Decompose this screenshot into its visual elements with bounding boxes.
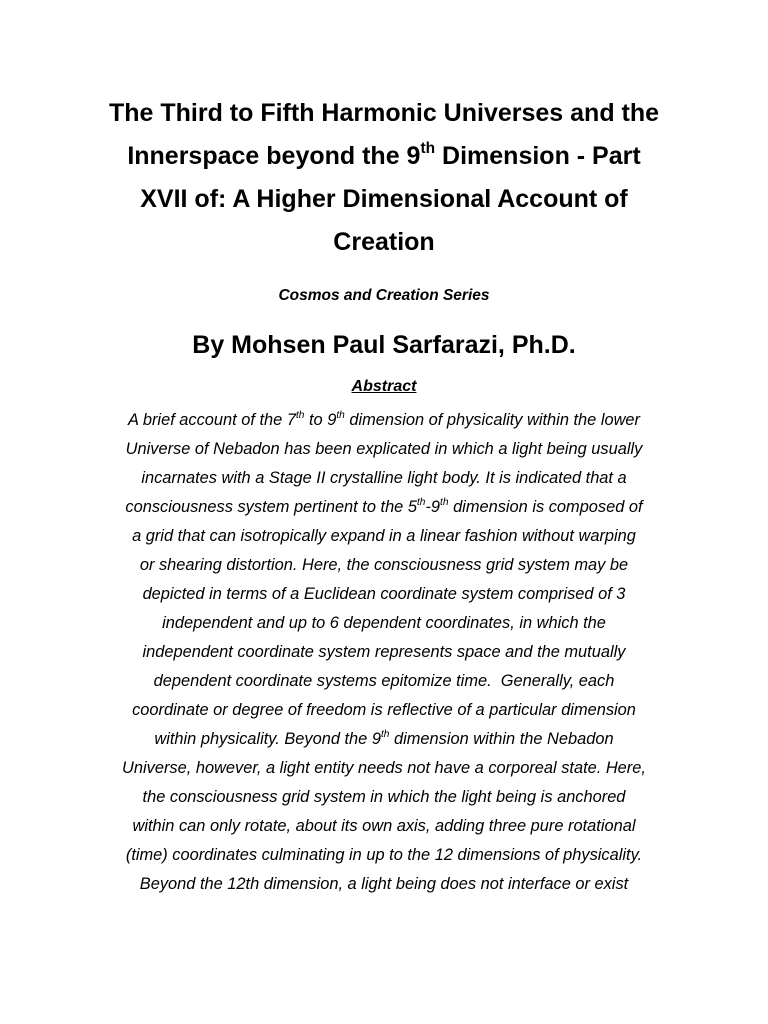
- superscript: th: [336, 409, 345, 421]
- paper-title: [84, 92, 684, 264]
- abstract-line: depicted in terms of a Euclidean coordinate system comprised of 3: [142, 585, 626, 603]
- abstract-body: [84, 406, 684, 899]
- title-superscript: th: [420, 140, 436, 158]
- superscript: th: [416, 496, 426, 508]
- abstract-line: a grid that can isotropically expand in a linear fashion without warping: [132, 527, 636, 545]
- abstract-line: Universe of Nebadon has been explicated in which a light being usually: [125, 440, 643, 458]
- abstract-line: [84, 725, 684, 754]
- abstract-text-segment: consciousness system pertinent to the 5: [125, 498, 417, 516]
- abstract-text-segment: dimension of physicality within the lower: [344, 411, 640, 429]
- abstract-line: incarnates with a Stage II crystalline light body. It is indicated that a: [141, 469, 627, 487]
- abstract-line: coordinate or degree of freedom is reflective of a particular dimension: [132, 701, 636, 719]
- abstract-line: Beyond the 12th dimension, a light being does not interface or exist: [139, 875, 629, 893]
- abstract-line: independent coordinate system represents space and the mutually: [142, 643, 626, 661]
- abstract-text-segment: within physicality. Beyond the 9: [154, 730, 381, 748]
- abstract-line: independent and up to 6 dependent coordinates, in which the: [162, 614, 606, 632]
- abstract-line: [84, 493, 684, 522]
- series-name: Cosmos and Creation Series: [278, 287, 490, 304]
- superscript: th: [440, 496, 449, 508]
- title-line-2: [84, 135, 684, 178]
- superscript: th: [295, 409, 305, 421]
- abstract-line: dependent coordinate systems epitomize time. Generally, each: [153, 672, 615, 690]
- superscript: th: [380, 728, 390, 740]
- abstract-line: or shearing distortion. Here, the consciousness grid system may be: [139, 556, 629, 574]
- title-line-2-tail: Dimension - Part: [435, 142, 641, 170]
- abstract-line: within can only rotate, about its own axis, adding three pure rotational: [132, 817, 636, 835]
- title-line-3: XVII of: A Higher Dimensional Account of: [140, 185, 628, 213]
- abstract-text-segment: to 9: [304, 411, 337, 429]
- title-line-2-text: Innerspace beyond the 9: [127, 142, 421, 170]
- abstract-text-segment: dimension within the Nebadon: [389, 730, 614, 748]
- abstract-heading: Abstract: [351, 378, 417, 395]
- abstract-text-segment: A brief account of the 7: [127, 411, 296, 429]
- title-line-1: The Third to Fifth Harmonic Universes and the: [108, 99, 660, 127]
- abstract-text-segment: -9: [425, 498, 441, 516]
- author-byline: By Mohsen Paul Sarfarazi, Ph.D.: [192, 331, 576, 359]
- abstract-line: Universe, however, a light entity needs not have a corporeal state. Here,: [122, 759, 646, 777]
- abstract-line: the consciousness grid system in which the light being is anchored: [142, 788, 626, 806]
- abstract-line: (time) coordinates culminating in up to the 12 dimensions of physicality.: [125, 846, 643, 864]
- abstract-text-segment: dimension is composed of: [448, 498, 643, 516]
- abstract-line: [84, 406, 684, 435]
- title-line-4: Creation: [333, 228, 435, 256]
